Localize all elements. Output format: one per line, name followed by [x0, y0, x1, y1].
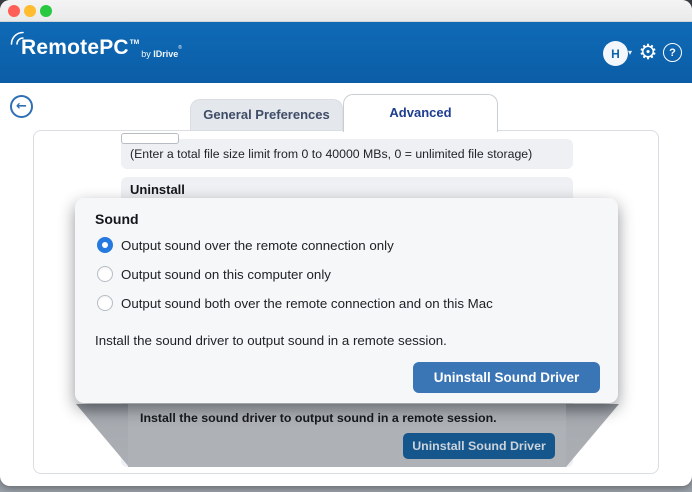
- logo-brand-text: RemotePC: [21, 36, 129, 59]
- radio-option-both[interactable]: [97, 294, 493, 312]
- option-label: Output sound over the remote connection only: [121, 237, 394, 253]
- help-icon[interactable]: [663, 43, 682, 62]
- user-avatar[interactable]: [603, 41, 628, 66]
- sound-settings-dialog: [75, 198, 618, 403]
- tab-advanced[interactable]: Advanced: [343, 94, 498, 132]
- title-bar: [0, 0, 692, 22]
- radio-option-remote-connection-only[interactable]: [97, 236, 394, 254]
- logo-trademark: TM: [129, 39, 140, 46]
- radio-option-this-computer-only[interactable]: [97, 265, 331, 283]
- uninstall-heading: Uninstall: [130, 182, 185, 197]
- app-header: [0, 22, 692, 83]
- user-initial: H: [611, 46, 620, 61]
- settings-gear-icon[interactable]: [636, 39, 660, 65]
- tab-general-preferences[interactable]: General Preferences: [190, 99, 343, 130]
- radio-unselected-icon: [97, 266, 113, 282]
- logo-arcs-icon: [9, 30, 25, 46]
- sound-driver-note: Install the sound driver to output sound in a remote session.: [95, 333, 447, 348]
- close-button[interactable]: [8, 5, 20, 17]
- remotepc-logo: [12, 36, 182, 60]
- radio-unselected-icon: [97, 295, 113, 311]
- option-label: Output sound on this computer only: [121, 266, 331, 282]
- uninstall-sound-driver-button-background: Uninstall Sound Driver: [403, 433, 555, 459]
- file-size-note: (Enter a total file size limit from 0 to 40000 MBs, 0 = unlimited file storage): [130, 147, 533, 161]
- radio-selected-icon: [97, 237, 113, 253]
- uninstall-note-background: Install the sound driver to output sound in a remote session.: [140, 411, 497, 425]
- dimmed-uninstall-panel: [128, 404, 566, 467]
- back-button[interactable]: [10, 95, 33, 118]
- uninstall-sound-driver-button[interactable]: Uninstall Sound Driver: [413, 362, 600, 393]
- file-size-input[interactable]: [121, 133, 179, 144]
- minimize-button[interactable]: [24, 5, 36, 17]
- logo-byline: by IDrive®: [141, 45, 182, 59]
- file-size-note-panel: [121, 139, 573, 169]
- option-label: Output sound both over the remote connection and on this Mac: [121, 295, 493, 311]
- sound-heading: Sound: [95, 211, 139, 227]
- fullscreen-button[interactable]: [40, 5, 52, 17]
